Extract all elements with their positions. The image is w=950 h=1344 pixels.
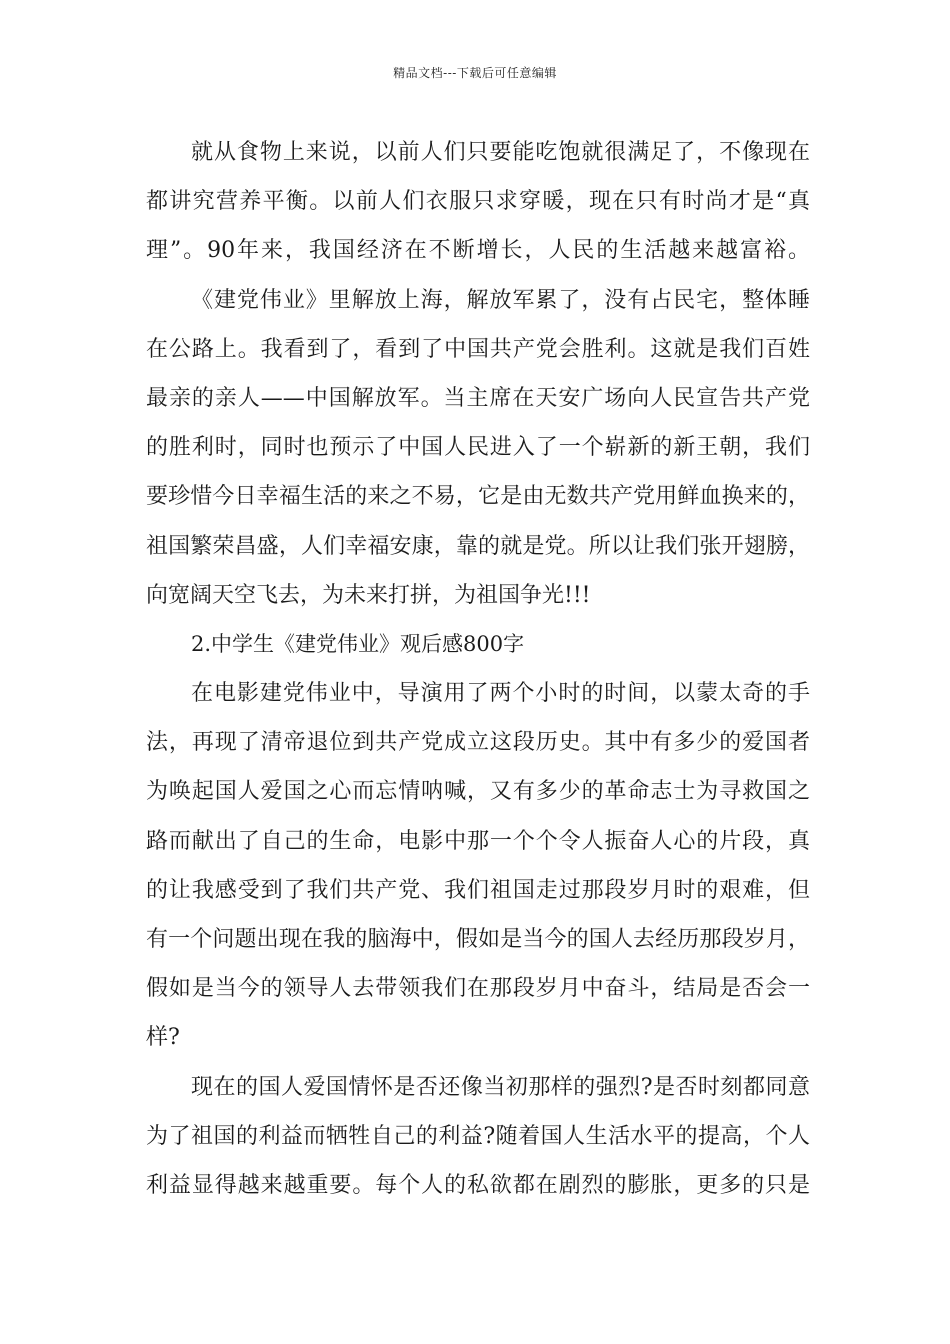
text-line: 现在的国人爱国情怀是否还像当初那样的强烈?是否时刻都同意 [191, 1074, 810, 1100]
text-line: 的让我感受到了我们共产党、我们祖国走过那段岁月时的艰难，但 [146, 877, 810, 903]
text-line: 的胜利时，同时也预示了中国人民进入了一个崭新的新王朝，我们 [146, 435, 810, 461]
text-line: 最亲的亲人——中国解放军。当主席在天安广场向人民宣告共产党 [146, 385, 810, 411]
text-line: 要珍惜今日幸福生活的来之不易，它是由无数共产党用鲜血换来的， [146, 484, 810, 510]
text-line: 在电影建党伟业中，导演用了两个小时的时间，以蒙太奇的手 [191, 681, 810, 707]
text-line: 都讲究营养平衡。以前人们衣服只求穿暖，现在只有时尚才是“真 [146, 189, 810, 215]
text-line: 就从食物上来说，以前人们只要能吃饱就很满足了，不像现在 [191, 140, 810, 165]
text-line: 为唤起国人爱国之心而忘情呐喊，又有多少的革命志士为寻救国之 [146, 779, 810, 805]
text-line: 假如是当今的领导人去带领我们在那段岁月中奋斗，结局是否会一 [146, 976, 810, 1002]
text-line: 为了祖国的利益而牺牲自己的利益?随着国人生活水平的提高，个人 [146, 1123, 810, 1149]
text-line: 《建党伟业》里解放上海，解放军累了，没有占民宅，整体睡 [191, 287, 810, 313]
text-line: 向宽阔天空飞去，为未来打拼，为祖国争光!!! [146, 582, 591, 608]
page-header: 精品文档---下载后可任意编辑 [393, 66, 557, 80]
text-line: 样? [146, 1025, 180, 1051]
document-body [146, 128, 810, 1210]
text-line: 利益显得越来越重要。每个人的私欲都在剧烈的膨胀，更多的只是 [146, 1172, 810, 1198]
text-line: 理”。90年来，我国经济在不断增长，人民的生活越来越富裕。 [146, 238, 810, 264]
section-heading: 2.中学生《建党伟业》观后感800字 [191, 631, 525, 656]
text-line: 在公路上。我看到了，看到了中国共产党会胜利。这就是我们百姓 [146, 336, 810, 362]
text-line: 路而献出了自己的生命，电影中那一个个令人振奋人心的片段，真 [146, 828, 810, 854]
text-line: 法，再现了清帝退位到共产党成立这段历史。其中有多少的爱国者 [146, 730, 810, 756]
text-line: 有一个问题出现在我的脑海中，假如是当今的国人去经历那段岁月， [146, 927, 810, 952]
text-line: 祖国繁荣昌盛，人们幸福安康，靠的就是党。所以让我们张开翅膀， [146, 533, 810, 559]
